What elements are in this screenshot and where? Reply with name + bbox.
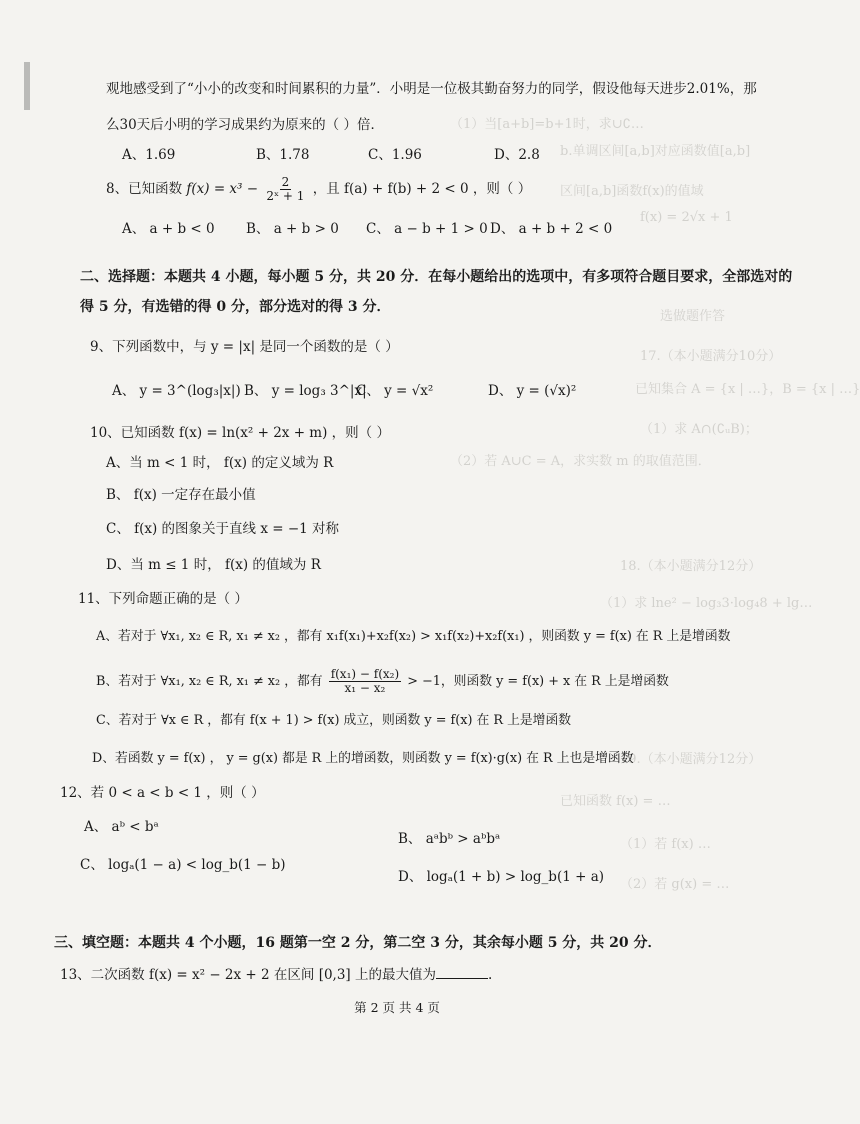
q11-option-b-numerator: f(x₁) − f(x₂) [330, 667, 400, 681]
section-2-heading-cont: 得 5 分，有选错的得 0 分，部分选对的得 3 分． [80, 299, 391, 315]
section-3-heading: 三、填空题：本题共 4 个小题，16 题第一空 2 分，第二空 3 分，其余每小题 5 分，共 20 分． [54, 935, 662, 951]
q12-option-a: A、 aᵇ < bᵃ [84, 819, 159, 835]
bleed-text: 19.（本小题满分12分） [620, 752, 762, 767]
bleed-text: 选做题作答 [660, 309, 726, 324]
q8-stem-prefix: 8、已知函数 [106, 181, 183, 197]
q13-stem-text: 13、二次函数 f(x) = x² − 2x + 2 在区间 [0,3] 上的最大值为 [60, 967, 436, 983]
q8-stem [106, 176, 531, 203]
q8-stem-suffix: ，且 f(a) + f(b) + 2 < 0 ，则（ ） [312, 181, 532, 197]
q7-option-a: A、1.69 [122, 147, 176, 163]
q11-option-b-prefix: B、若对于 ∀x₁, x₂ ∈ R, x₁ ≠ x₂ ，都有 [96, 674, 323, 689]
bleed-text: （1）求 lne² − log₃3·log₄8 + lg… [600, 596, 813, 611]
bleed-text: （1）当[a+b]=b+1时，求∪∁… [450, 117, 644, 132]
q10-option-b: B、 f(x) 一定存在最小值 [106, 487, 256, 503]
q7-option-b: B、1.78 [256, 147, 310, 163]
bleed-text: f(x) = 2√x + 1 [640, 210, 733, 225]
q9-option-d: D、 y = (√x)² [488, 383, 577, 399]
q8-option-a: A、 a + b < 0 [122, 221, 215, 237]
q12-option-b: B、 aᵃbᵇ > aᵇbᵃ [398, 831, 501, 847]
q13-stem [60, 966, 492, 984]
q8-option-c: C、 a − b + 1 > 0 [366, 221, 488, 237]
bleed-text: b.单调区间[a,b]对应函数值[a,b] [560, 144, 751, 159]
q11-option-b-denominator: x₁ − x₂ [344, 681, 386, 695]
q8-fraction [264, 176, 306, 203]
q13-answer-blank [436, 966, 488, 979]
scan-edge-mark [24, 62, 30, 110]
q12-stem: 12、若 0 < a < b < 1 ，则（ ） [60, 785, 265, 801]
q9-stem: 9、下列函数中，与 y = |x| 是同一个函数的是（ ） [90, 339, 399, 355]
q11-option-b-fraction [329, 668, 401, 695]
q7-option-c: C、1.96 [368, 147, 422, 163]
q11-option-d: D、若函数 y = f(x) ， y = g(x) 都是 R 上的增函数，则函数 y = f(x)·g(x) 在 R 上也是增函数 [92, 751, 634, 766]
q7-option-d: D、2.8 [494, 147, 540, 163]
q10-stem: 10、已知函数 f(x) = ln(x² + 2x + m) ，则（ ） [90, 425, 390, 441]
bleed-text: 18.（本小题满分12分） [620, 559, 762, 574]
bleed-text: 已知函数 f(x) = … [560, 794, 671, 809]
q11-option-c: C、若对于 ∀x ∈ R ，都有 f(x + 1) > f(x) 成立，则函数 y = f(x) 在 R 上是增函数 [96, 713, 572, 728]
q10-option-d: D、当 m ≤ 1 时， f(x) 的值域为 R [106, 557, 321, 573]
q8-fraction-denominator: 2ˣ + 1 [266, 189, 305, 203]
q11-option-a: A、若对于 ∀x₁, x₂ ∈ R, x₁ ≠ x₂ ，都有 x₁f(x₁)+x₂f(x₂) > x₁f(x₂)+x₂f(x₁) ，则函数 y = f(x) 在 R 上是增函数 [96, 629, 731, 644]
bleed-text: （2）若 A∪C = A，求实数 m 的取值范围． [450, 454, 711, 469]
q11-stem: 11、下列命题正确的是（ ） [78, 591, 248, 607]
q7-stem-line1: 观地感受到了“小小的改变和时间累积的力量”．小明是一位极其勤奋努力的同学，假设他每天进步2.01%，那 [106, 81, 757, 97]
q8-option-d: D、 a + b + 2 < 0 [490, 221, 613, 237]
q9-option-a: A、 y = 3^(log₃|x|) [112, 383, 241, 399]
q10-option-c: C、 f(x) 的图象关于直线 x = −1 对称 [106, 521, 340, 537]
q8-fraction-numerator: 2 [281, 175, 290, 189]
q13-stem-end: . [488, 967, 493, 983]
bleed-text: （2）若 g(x) = … [620, 877, 730, 892]
bleed-text: （1）若 f(x) … [620, 837, 711, 852]
q12-option-c: C、 logₐ(1 − a) < log_b(1 − b) [80, 857, 286, 873]
bleed-text: 已知集合 A = {x | …}，B = {x | …} [635, 382, 860, 397]
q9-option-b: B、 y = log₃ 3^|x| [244, 383, 367, 399]
bleed-text: 区间[a,b]函数f(x)的值域 [560, 184, 704, 199]
bleed-text: 17.（本小题满分10分） [640, 349, 782, 364]
q12-option-d: D、 logₐ(1 + b) > log_b(1 + a) [398, 869, 605, 885]
bleed-text: （1）求 A∩(∁ᵤB)； [640, 422, 758, 437]
q7-stem-line2: 么30天后小明的学习成果约为原来的（ ）倍． [106, 117, 384, 133]
section-2-heading: 二、选择题：本题共 4 小题，每小题 5 分，共 20 分．在每小题给出的选项中，有多项符合题目要求，全部选对的 [80, 269, 793, 285]
q11-option-b [96, 668, 669, 695]
q8-function: f(x) = x³ − [186, 181, 259, 197]
q10-option-a: A、当 m < 1 时， f(x) 的定义域为 R [106, 455, 334, 471]
q9-option-c: C、 y = √x² [356, 383, 434, 399]
page-footer: 第 2 页 共 4 页 [354, 1000, 440, 1015]
q8-option-b: B、 a + b > 0 [246, 221, 339, 237]
q11-option-b-suffix: > −1，则函数 y = f(x) + x 在 R 上是增函数 [407, 674, 669, 689]
